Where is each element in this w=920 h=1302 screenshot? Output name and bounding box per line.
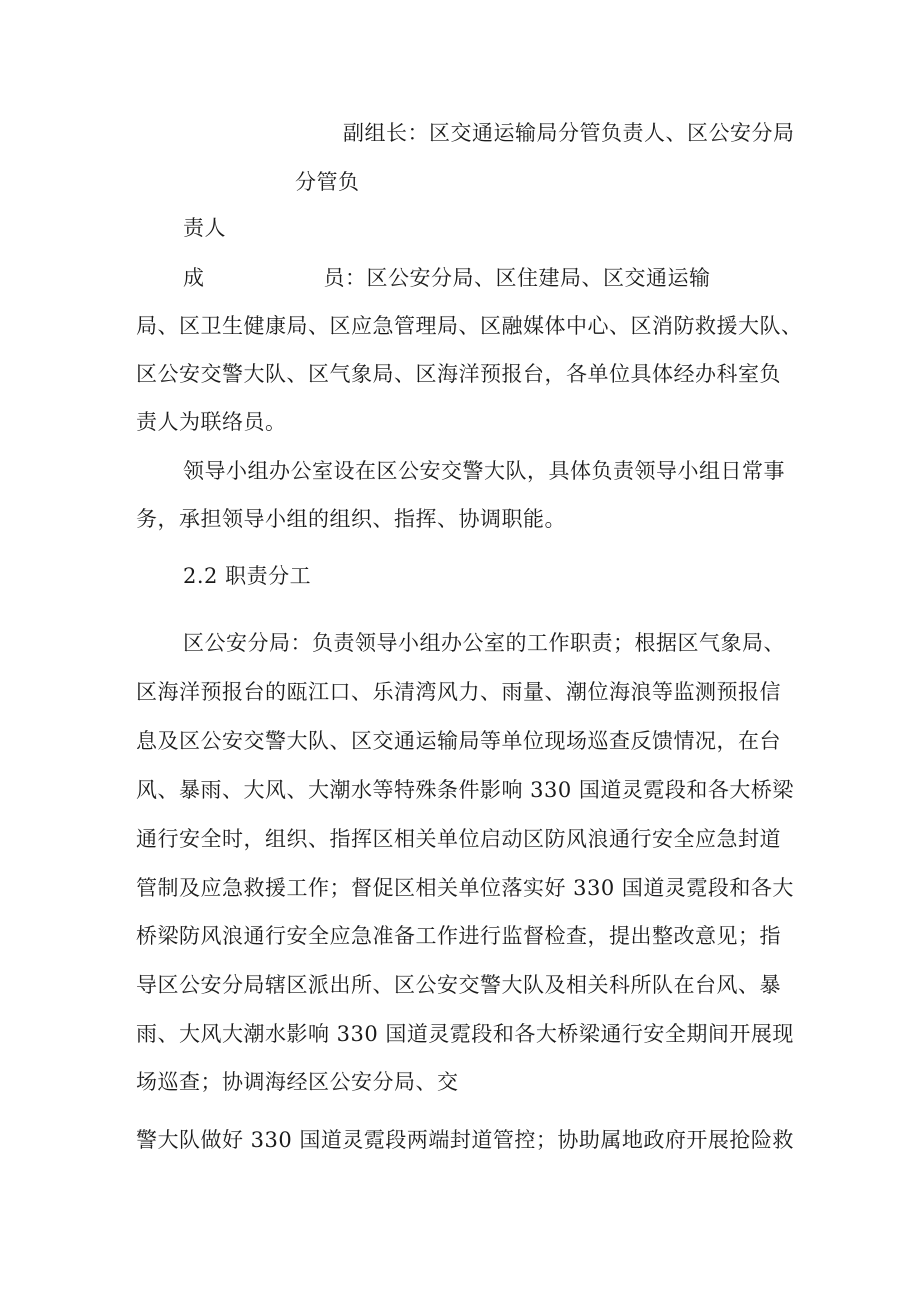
office-paragraph-line-2: 务，承担领导小组的组织、指挥、协调职能。 — [136, 507, 566, 531]
duties-line-2: 区海洋预报台的瓯江口、乐清湾风力、雨量、潮位海浪等监测预报信 — [136, 680, 781, 704]
members-label-part1: 成 — [183, 266, 205, 290]
deputy-leader-continuation-2: 责人 — [183, 216, 226, 240]
deputy-leader-text: 区交通运输局分管负责人、区公安分局 — [429, 121, 795, 145]
duties-line-10: 场巡查；协调海经区公安分局、交 — [136, 1070, 459, 1094]
deputy-leader-line — [343, 123, 795, 144]
duties-line-7: 桥梁防风浪通行安全应急准备工作进行监督检查，提出整改意见；指 — [136, 924, 781, 948]
duties-line-1: 区公安分局：负责领导小组办公室的工作职责；根据区气象局、 — [183, 631, 785, 655]
duties-line-5: 通行安全时，组织、指挥区相关单位启动区防风浪通行安全应急封道 — [136, 827, 781, 851]
office-paragraph-line-1: 领导小组办公室设在区公安交警大队，具体负责领导小组日常事 — [183, 459, 785, 483]
members-line-2: 局、区卫生健康局、区应急管理局、区融媒体中心、区消防救援大队、 — [136, 314, 803, 338]
duties-line-11: 警大队做好 330 国道灵霓段两端封道管控；协助属地政府开展抢险救 — [136, 1128, 794, 1152]
members-text: 区公安分局、区住建局、区交通运输 — [366, 266, 711, 290]
deputy-leader-continuation: 分管负 — [295, 170, 360, 194]
duties-line-9: 雨、大风大潮水影响 330 国道灵霓段和各大桥梁通行安全期间开展现 — [136, 1022, 794, 1046]
deputy-leader-label: 副组长： — [343, 121, 429, 145]
members-label-part2: 员： — [323, 266, 367, 290]
members-line — [183, 268, 711, 289]
members-line-3: 区公安交警大队、区气象局、区海洋预报台，各单位具体经办科室负 — [136, 362, 781, 386]
duties-line-4: 风、暴雨、大风、大潮水等特殊条件影响 330 国道灵霓段和各大桥梁 — [136, 778, 794, 802]
members-line-4: 责人为联络员。 — [136, 410, 287, 434]
section-heading: 2.2 职责分工 — [183, 564, 312, 588]
duties-line-6: 管制及应急救援工作；督促区相关单位落实好 330 国道灵霓段和各大 — [136, 876, 794, 900]
duties-line-3: 息及区公安交警大队、区交通运输局等单位现场巡查反馈情况，在台 — [136, 729, 781, 753]
duties-line-8: 导区公安分局辖区派出所、区公安交警大队及相关科所队在台风、暴 — [136, 973, 781, 997]
